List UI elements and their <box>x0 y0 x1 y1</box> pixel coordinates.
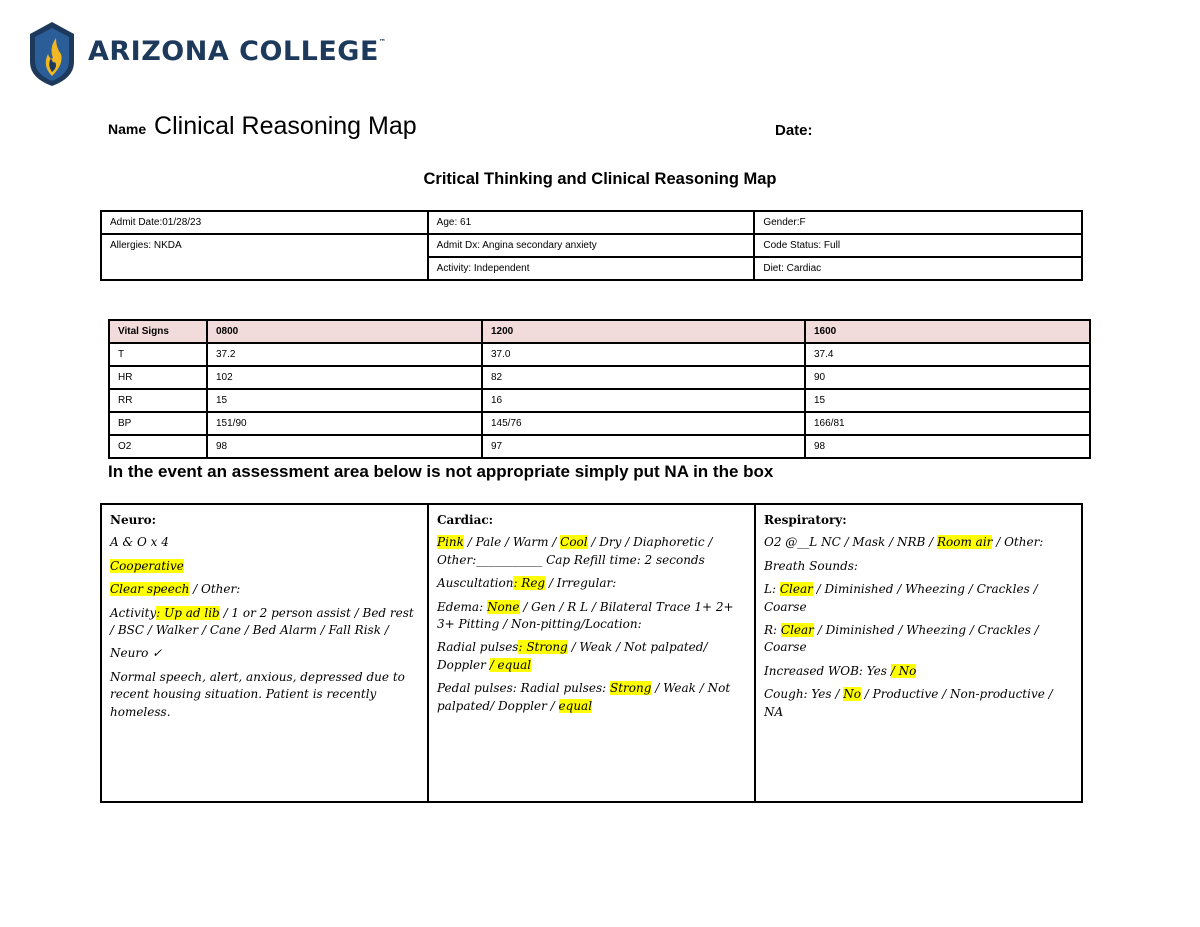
right-clear-selected: Clear <box>780 622 814 637</box>
clear-speech-selected: Clear speech <box>110 582 190 597</box>
respiratory-heading: Respiratory: <box>764 513 847 527</box>
vital-value: 90 <box>805 366 1090 389</box>
diet-cell: Diet: Cardiac <box>754 257 1082 280</box>
vital-label: HR <box>109 366 207 389</box>
left-clear-selected: Clear <box>779 582 813 597</box>
wob-line: Increased WOB: Yes / No <box>764 663 917 678</box>
admit-dx-cell: Admit Dx: Angina secondary anxiety <box>428 234 755 257</box>
neuro-check-line: Neuro ✓ <box>110 646 163 661</box>
assessment-table <box>100 503 1083 803</box>
cooperative-selected: Cooperative <box>110 558 184 573</box>
cardiac-cell <box>428 504 755 802</box>
cooperative-line <box>110 558 419 575</box>
neuro-heading: Neuro: <box>110 513 157 527</box>
vital-value: 97 <box>482 435 805 458</box>
none-selected: None <box>486 599 520 614</box>
vital-value: 37.0 <box>482 343 805 366</box>
vitals-header-cell: 1600 <box>805 320 1090 343</box>
pedal-pulses-line: Pedal pulses: Radial pulses: Strong / Weak / Not palpated/ Doppler / equal <box>437 681 731 713</box>
vitals-header-cell: 1200 <box>482 320 805 343</box>
pedal-strong-selected: Strong <box>609 681 652 696</box>
radial-pulses-line: Radial pulses: Strong / Weak / Not palpated/ Doppler / equal <box>437 640 708 672</box>
o2-line: O2 @__L NC / Mask / NRB / Room air / Other: <box>764 535 1044 550</box>
table-row <box>109 343 1090 366</box>
vitals-header-cell: 0800 <box>207 320 482 343</box>
vital-value: 102 <box>207 366 482 389</box>
cardiac-heading: Cardiac: <box>437 513 494 527</box>
activity-line: Activity: Up ad lib / 1 or 2 person assist / Bed rest / BSC / Walker / Cane / Bed Alarm / Fall Risk / <box>110 605 414 637</box>
radial-strong-selected: : Strong <box>518 640 568 655</box>
vitals-header-cell: Vital Signs <box>109 320 207 343</box>
edema-line: Edema: None / Gen / R L / Bilateral Trace 1+ 2+ 3+ Pitting / Non-pitting/Location: <box>437 599 734 631</box>
vital-value: 16 <box>482 389 805 412</box>
respiratory-cell <box>755 504 1082 802</box>
neuro-cell <box>101 504 428 802</box>
vital-value: 145/76 <box>482 412 805 435</box>
vital-label: O2 <box>109 435 207 458</box>
pink-selected: Pink <box>437 535 464 550</box>
right-lung-line: R: Clear / Diminished / Wheezing / Crackles / Coarse <box>764 622 1039 655</box>
vital-value: 98 <box>805 435 1090 458</box>
cool-selected: Cool <box>560 535 588 550</box>
vital-signs-table <box>108 319 1091 459</box>
activity-cell: Activity: Independent <box>428 257 755 280</box>
vital-label: RR <box>109 389 207 412</box>
brand-name: ARIZONA COLLEGE™ <box>88 36 387 67</box>
radial-equal-selected: / equal <box>489 657 532 672</box>
vitals-header-row <box>109 320 1090 343</box>
auscultation-line: Auscultation: Reg / Irregular: <box>437 576 617 591</box>
speech-line: Clear speech / Other: <box>110 582 241 597</box>
pedal-equal-selected: equal <box>558 698 593 713</box>
vital-value: 15 <box>207 389 482 412</box>
gender-cell: Gender:F <box>754 211 1082 234</box>
vital-label: BP <box>109 412 207 435</box>
vital-value: 82 <box>482 366 805 389</box>
vital-value: 37.2 <box>207 343 482 366</box>
table-row <box>109 412 1090 435</box>
left-lung-line: L: Clear / Diminished / Wheezing / Crackles / Coarse <box>764 582 1038 614</box>
vital-value: 15 <box>805 389 1090 412</box>
cough-no-selected: No <box>843 687 861 702</box>
name-line <box>108 112 417 141</box>
neuro-note: Normal speech, alert, anxious, depressed due to recent housing situation. Patient is recently homeless. <box>110 669 405 719</box>
vital-value: 37.4 <box>805 343 1090 366</box>
vital-value: 98 <box>207 435 482 458</box>
na-instruction: In the event an assessment area below is not appropriate simply put NA in the box <box>108 462 774 481</box>
date-label: Date: <box>775 122 813 139</box>
table-row <box>109 435 1090 458</box>
age-cell: Age: 61 <box>428 211 755 234</box>
skin-color-line: Pink / Pale / Warm / Cool / Dry / Diaphoretic / Other:___________ Cap Refill time: 2 seconds <box>437 535 713 567</box>
page-subtitle: Critical Thinking and Clinical Reasoning Map <box>423 170 777 188</box>
cough-line: Cough: Yes / No / Productive / Non-productive / NA <box>764 687 1053 719</box>
code-status-cell: Code Status: Full <box>754 234 1082 257</box>
admit-date-cell: Admit Date:01/28/23 <box>101 211 428 234</box>
aox-line: A & O x 4 <box>110 535 169 550</box>
vital-label: T <box>109 343 207 366</box>
allergies-cell: Allergies: NKDA <box>101 234 428 280</box>
table-row <box>109 366 1090 389</box>
name-label: Name <box>108 121 147 137</box>
vital-value: 166/81 <box>805 412 1090 435</box>
activity-selected: : Up ad lib <box>156 605 220 620</box>
table-row <box>109 389 1090 412</box>
wob-no-selected: / No <box>890 663 917 678</box>
reg-selected: : Reg <box>513 576 546 591</box>
map-title: Clinical Reasoning Map <box>154 112 417 140</box>
patient-info-table <box>100 210 1083 281</box>
vital-value: 151/90 <box>207 412 482 435</box>
room-air-selected: Room air <box>937 535 993 550</box>
breath-sounds-line: Breath Sounds: <box>764 558 858 573</box>
